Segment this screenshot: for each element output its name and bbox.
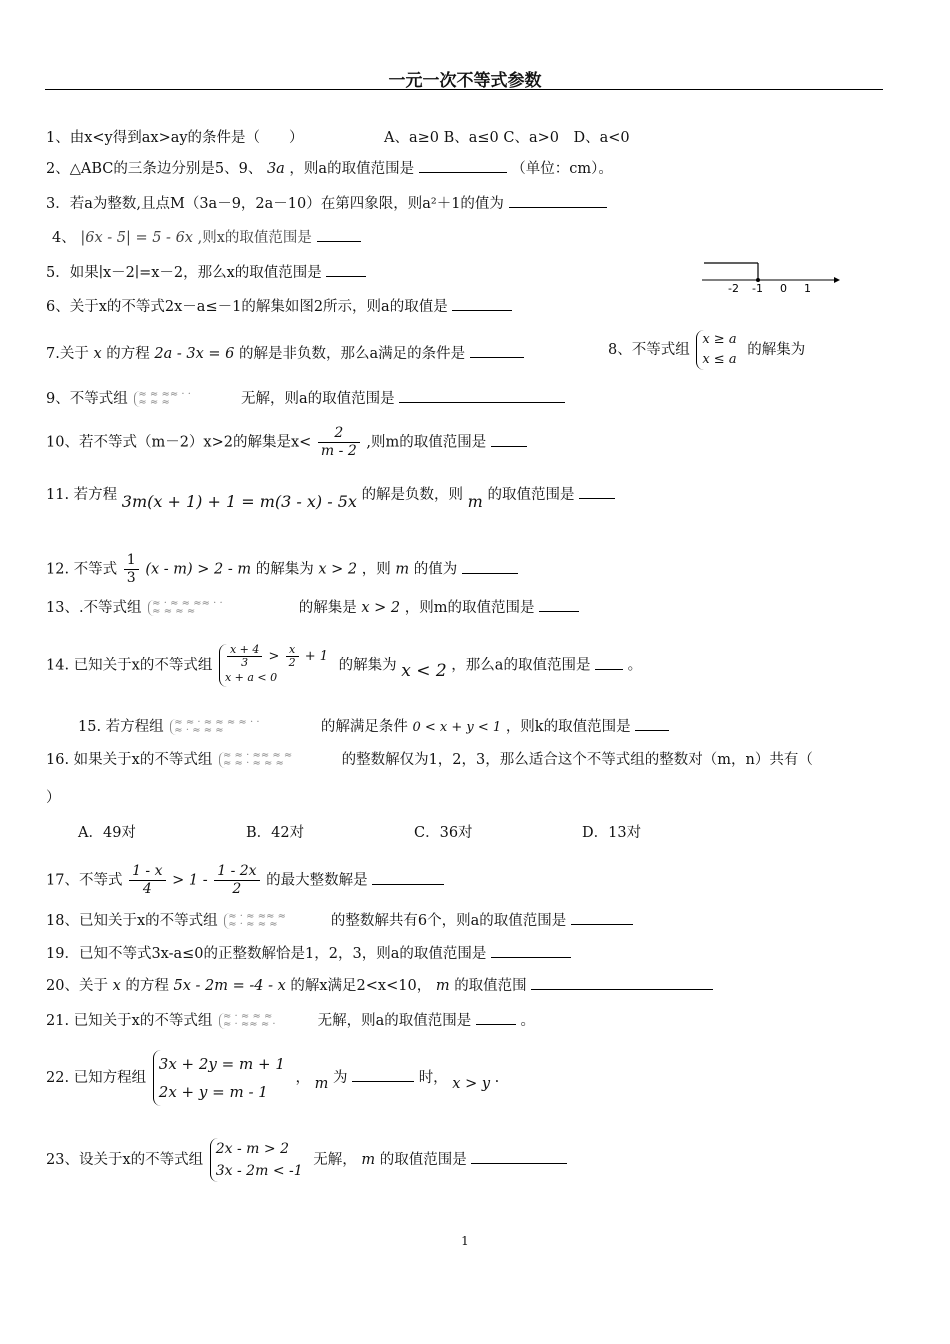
inequality-system: [210, 1138, 307, 1182]
question-23: [46, 1138, 567, 1182]
question-14-math: x < 2: [401, 660, 447, 681]
question-23-pre: 23、设关于x的不等式组: [46, 1152, 204, 1168]
question-16-pre: 16. 如果关于x的不等式组: [46, 752, 213, 768]
question-22-mid: ，: [295, 1070, 310, 1086]
question-15-math: 0 < x + y < 1: [412, 720, 502, 735]
question-20-var: x: [112, 978, 121, 994]
question-22-end: .: [494, 1070, 500, 1086]
question-15-mid: 的解满足条件: [320, 719, 408, 735]
system-tail: + 1: [300, 649, 328, 664]
question-16-close: ）: [46, 790, 61, 806]
fraction-numerator: 1 - 2x: [214, 863, 259, 881]
system-row: x + a < 0: [224, 671, 278, 684]
question-7-math: 2a - 3x = 6: [154, 346, 235, 362]
fraction: [124, 552, 139, 587]
question-19-text: 19．已知不等式3x-a≤0的正整数解恰是1，2，3，则a的取值范围是: [46, 946, 487, 962]
question-8-post: 的解集为: [747, 342, 806, 358]
question-23-post: 无解，: [313, 1152, 357, 1168]
blurred-system-image: ≈ ≈ · ≈≈ ≈ ≈ ≈ ≈ · ≈ ≈ ≈: [219, 752, 335, 768]
question-7: [46, 343, 524, 363]
question-17-pre: 17、不等式: [46, 872, 123, 889]
answer-blank[interactable]: [509, 193, 607, 208]
question-22-mid2: 为: [332, 1070, 348, 1086]
answer-blank[interactable]: [476, 1010, 516, 1025]
question-14-post: ，那么a的取值范围是: [451, 657, 591, 674]
question-6: [46, 296, 512, 316]
question-22-var: m: [314, 1076, 329, 1092]
number-line-arrow: [834, 277, 840, 283]
question-5: [46, 262, 366, 282]
answer-blank[interactable]: [399, 388, 565, 403]
tick-label: -1: [752, 282, 763, 295]
question-2-math: 3a: [266, 161, 285, 177]
system-row: x ≥ a: [702, 332, 737, 347]
tick-label: 0: [780, 282, 787, 295]
fraction-numerator: 2: [318, 425, 360, 443]
answer-blank[interactable]: [419, 158, 507, 173]
question-3: [46, 193, 607, 213]
question-5-text: 5．如果∣x－2∣=x－2，那么x的取值范围是: [46, 265, 322, 281]
question-1: [46, 129, 630, 147]
question-10-pre: 10、若不等式（m－2）x>2的解集是x<: [46, 434, 312, 451]
question-11-pre: 11. 若方程: [46, 487, 118, 503]
system-row: 2x - m > 2: [215, 1141, 289, 1157]
question-12-math: (x - m) > 2 - m: [145, 561, 252, 578]
question-1-text: 1、由x<y得到ax>ay的条件是（ ）: [46, 130, 304, 146]
fraction-denominator: 2: [288, 656, 296, 669]
question-12: [46, 552, 518, 587]
answer-blank[interactable]: [571, 910, 633, 925]
question-2-post: ，则a的取值范围是: [289, 161, 415, 177]
question-22-pre: 22. 已知方程组: [46, 1070, 147, 1086]
question-18-post: 的整数解共有6个，则a的取值范围是: [330, 913, 567, 929]
question-7-var: x: [93, 346, 102, 362]
question-20-pre: 20、关于: [46, 978, 108, 994]
question-7-post: 的解是非负数，那么a满足的条件是: [238, 346, 466, 362]
fraction-denominator: 3: [126, 570, 136, 586]
blurred-system-image: ≈ ≈ · ≈ ≈ ≈ ≈ · · ≈ · ≈ ≈ ≈: [170, 719, 314, 735]
inequality-system: [696, 330, 740, 370]
fraction-numerator: x: [286, 644, 299, 657]
question-23-var: m: [361, 1152, 376, 1168]
question-12-math2: x > 2: [318, 561, 358, 578]
question-16-post: 的整数解仅为1，2，3，那么适合这个不等式组的整数对（m，n）共有（: [341, 752, 813, 768]
question-10: [46, 425, 527, 460]
question-14: [46, 644, 642, 687]
question-4-post: ,则x的取值范围是: [197, 230, 312, 246]
fraction: [129, 863, 165, 898]
question-12-mid: 的解集为: [255, 561, 314, 578]
question-20-mid2: 的解x满足2<x<10，: [290, 978, 432, 994]
inequality-system: [219, 644, 332, 687]
question-12-post: 的值为: [413, 561, 458, 578]
answer-blank[interactable]: [579, 484, 615, 499]
fraction: [318, 425, 360, 460]
choice-a[interactable]: A．49对: [78, 825, 136, 841]
question-17-mid: > 1 -: [172, 872, 213, 889]
fraction-numerator: 1: [124, 552, 139, 570]
answer-blank[interactable]: [372, 870, 444, 885]
question-21-post: 无解，则a的取值范围是: [317, 1013, 472, 1029]
question-20: [46, 975, 713, 995]
answer-blank[interactable]: [452, 296, 512, 311]
question-2-post2: （单位：cm）。: [511, 161, 613, 177]
choice-b[interactable]: B．42对: [246, 825, 305, 841]
title-rule: [45, 89, 883, 90]
question-1-options: A、a≥0 B、a≤0 C、a>0 D、a<0: [384, 130, 630, 146]
fraction-denominator: m - 2: [320, 443, 357, 459]
question-13-pre: 13、.不等式组: [46, 600, 142, 616]
fraction: [286, 644, 299, 669]
fraction-numerator: x + 4: [227, 644, 262, 657]
answer-blank[interactable]: [491, 943, 571, 958]
question-18: [46, 910, 633, 930]
fraction-denominator: 3: [241, 656, 249, 669]
system-row: 2x + y = m - 1: [158, 1083, 268, 1101]
fraction-denominator: 2: [232, 881, 242, 897]
system-row: 3x + 2y = m + 1: [158, 1055, 285, 1073]
question-13-math: x > 2: [361, 600, 401, 616]
question-11-mid: 的解是负数，则: [361, 487, 464, 503]
question-20-post: 的取值范围: [454, 978, 527, 994]
question-18-pre: 18、已知关于x的不等式组: [46, 913, 218, 929]
question-6-text: 6、关于x的不等式2x－a≤－1的解集如图2所示，则a的取值是: [46, 299, 448, 315]
question-21-post2: 。: [520, 1013, 535, 1029]
equation-system: [153, 1050, 289, 1106]
question-12-var: m: [395, 561, 410, 578]
question-15-pre: 15. 若方程组: [78, 719, 164, 735]
question-4-math: |6x - 5| = 5 - 6x: [80, 230, 193, 246]
question-14-post2: 。: [627, 657, 643, 674]
page-number: 1: [461, 1234, 469, 1248]
blurred-system-image: ≈ · ≈ ≈ ≈≈ · · ≈ ≈ ≈ ≈: [148, 600, 292, 616]
question-21-pre: 21. 已知关于x的不等式组: [46, 1013, 213, 1029]
question-11-math: 3m(x + 1) + 1 = m(3 - x) - 5x: [121, 492, 357, 511]
question-17-post: 的最大整数解是: [266, 872, 368, 889]
answer-blank[interactable]: [352, 1067, 414, 1082]
question-3-text: 3．若a为整数,且点M（3a－9，2a－10）在第四象限，则a²＋1的值为: [46, 196, 504, 212]
question-22-math: x > y: [452, 1076, 491, 1092]
answer-blank[interactable]: [539, 597, 579, 612]
answer-blank[interactable]: [531, 975, 713, 990]
question-13-mid: 的解集是: [298, 600, 357, 616]
tick-label: 1: [804, 282, 811, 295]
fraction: [214, 863, 259, 898]
answer-blank[interactable]: [470, 343, 524, 358]
blurred-system-image: ≈ · ≈ ≈≈ ≈ ≈ · ≈ ≈ ≈: [224, 913, 324, 929]
question-2: [46, 158, 613, 178]
question-19: [46, 943, 571, 963]
question-11-var: m: [467, 492, 483, 511]
question-13-post: ，则m的取值范围是: [404, 600, 535, 616]
answer-blank[interactable]: [317, 227, 361, 242]
fraction: [227, 644, 262, 669]
question-21: [46, 1010, 535, 1030]
answer-blank[interactable]: [635, 716, 669, 731]
system-row: x ≤ a: [702, 352, 737, 367]
question-10-post: ,则m的取值范围是: [366, 434, 487, 451]
answer-blank[interactable]: [471, 1149, 567, 1164]
question-20-math: 5x - 2m = -4 - x: [173, 978, 286, 994]
question-17: [46, 863, 444, 898]
blurred-system-image: ≈ ≈ ≈≈ · · ≈ ≈ ≈: [134, 391, 234, 407]
system-row: [225, 644, 328, 669]
question-14-pre: 14. 已知关于x的不等式组: [46, 657, 213, 674]
system-op: >: [264, 649, 284, 664]
question-11-post: 的取值范围是: [487, 487, 575, 503]
question-22-post: 时，: [418, 1070, 448, 1086]
question-7-pre: 7.关于: [46, 346, 89, 362]
choice-d[interactable]: D．13对: [582, 825, 642, 841]
question-15: [78, 716, 669, 737]
answer-blank[interactable]: [491, 432, 527, 447]
answer-blank[interactable]: [462, 559, 518, 574]
choice-c[interactable]: C．36对: [414, 825, 473, 841]
question-7-mid: 的方程: [106, 346, 150, 362]
fraction-denominator: 4: [142, 881, 152, 897]
blurred-system-image: ≈ · ≈ ≈ ≈ ≈ · ≈≈ ≈ ·: [219, 1013, 311, 1029]
question-4-pre: 4、: [52, 230, 76, 246]
question-8-pre: 8、不等式组: [608, 342, 690, 358]
question-15-post: ，则k的取值范围是: [505, 719, 631, 735]
tick-label: -2: [728, 282, 739, 295]
question-20-mid: 的方程: [125, 978, 169, 994]
question-9-post: 无解，则a的取值范围是: [240, 391, 395, 407]
answer-blank[interactable]: [326, 262, 366, 277]
fraction-numerator: 1 - x: [129, 863, 165, 881]
number-line-figure: [700, 260, 850, 300]
question-16: [46, 751, 813, 769]
question-13: [46, 597, 579, 617]
answer-blank[interactable]: [595, 655, 623, 670]
question-4: [52, 227, 361, 247]
question-8: [608, 330, 805, 370]
question-23-post2: 的取值范围是: [379, 1152, 467, 1168]
question-14-mid: 的解集为: [338, 657, 397, 674]
question-12-pre: 12. 不等式: [46, 561, 118, 578]
question-2-pre: 2、△ABC的三条边分别是5、9、: [46, 161, 263, 177]
question-11: [46, 484, 615, 511]
question-12-mid2: ，则: [361, 561, 391, 578]
page-title: 一元一次不等式参数: [388, 71, 542, 91]
question-20-var-m: m: [435, 978, 450, 994]
system-row: 3x - 2m < -1: [215, 1163, 303, 1179]
question-9: [46, 388, 565, 408]
question-22: [46, 1050, 499, 1106]
question-9-pre: 9、不等式组: [46, 391, 128, 407]
